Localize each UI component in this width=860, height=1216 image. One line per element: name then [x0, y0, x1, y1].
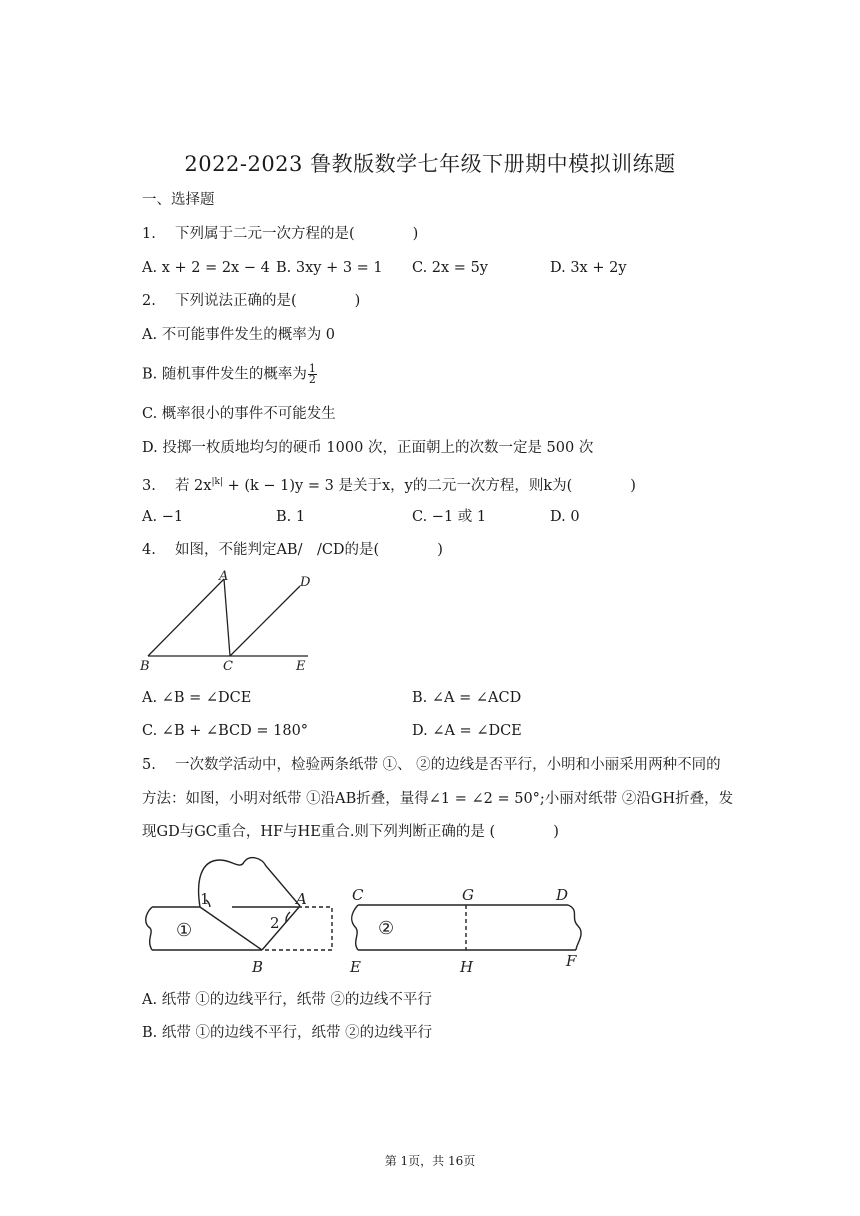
question-2-option-b-text: B. 随机事件发生的概率为: [142, 366, 307, 383]
segment-cd: [230, 586, 300, 656]
question-4-option-c: C. ∠B + ∠BCD = 180°: [142, 723, 309, 739]
label-b: B: [140, 659, 150, 674]
question-1-stem: 1. 下列属于二元一次方程的是( ): [142, 226, 419, 242]
label-a: A: [296, 890, 307, 908]
question-5-option-b: B. 纸带 ①的边线不平行，纸带 ②的边线平行: [142, 1025, 433, 1041]
question-3-option-a: A. −1: [142, 509, 184, 525]
angle-2-label: 2: [270, 914, 280, 932]
segment-ab: [148, 579, 224, 656]
question-5-line-1: 5. 一次数学活动中，检验两条纸带 ①、 ②的边线是否平行，小明和小丽采用两种不同的: [142, 757, 721, 773]
label-f: F: [566, 952, 577, 970]
question-4-option-a: A. ∠B = ∠DCE: [142, 690, 252, 706]
page-title: 2022-2023 鲁教版数学七年级下册期中模拟训练题: [184, 152, 676, 176]
question-2-option-d: D. 投掷一枚质地均匀的硬币 1000 次，正面朝上的次数一定是 500 次: [142, 440, 594, 456]
question-1-option-c: C. 2x = 5y: [412, 260, 488, 276]
strip-2-label: ②: [378, 918, 395, 939]
angle-1-label: 1: [200, 890, 210, 908]
label-h: H: [460, 958, 474, 976]
question-1-option-b: B. 3xy + 3 = 1: [276, 260, 383, 276]
label-g: G: [462, 886, 474, 904]
label-e: E: [350, 958, 361, 976]
question-1-option-d: D. 3x + 2y: [550, 260, 627, 276]
question-2-option-a: A. 不可能事件发生的概率为 0: [142, 327, 336, 343]
question-4-option-b: B. ∠A = ∠ACD: [412, 690, 522, 706]
page-footer: 第 1页，共 16页: [384, 1154, 476, 1168]
label-e: E: [296, 659, 306, 674]
question-5-line-3: 现GD与GC重合，HF与HE重合.则下列判断正确的是 ( ): [142, 824, 559, 840]
question-3-option-c: C. −1 或 1: [412, 509, 487, 525]
segment-ac: [224, 579, 230, 656]
question-4-stem: 4. 如图，不能判定AB/ /CD的是( ): [142, 542, 443, 558]
question-2-option-b: [142, 364, 317, 385]
section-heading: 一、选择题: [142, 192, 215, 208]
label-b: B: [252, 958, 264, 976]
strip-1-label: ①: [176, 920, 193, 941]
question-4-figure: [136, 568, 326, 676]
question-1-option-a: A. x + 2 = 2x − 4: [142, 260, 270, 276]
question-4-option-d: D. ∠A = ∠DCE: [412, 723, 522, 739]
label-d: D: [300, 575, 311, 590]
question-3-stem: 3. 若 $2x^{|k|} + (k - 1)y = 3$ 是关于x，y的二元一次方程，则k为( ): [142, 477, 636, 494]
question-2-stem: 2. 下列说法正确的是( ): [142, 293, 361, 309]
question-2-option-c: C. 概率很小的事件不可能发生: [142, 406, 336, 422]
fraction-one-half: $\frac{1}{2}$: [308, 362, 316, 386]
label-a: A: [219, 569, 229, 584]
question-5-figure: [140, 852, 600, 980]
question-5-option-a: A. 纸带 ①的边线平行，纸带 ②的边线不平行: [142, 992, 432, 1008]
label-c: C: [352, 886, 364, 904]
question-3-option-d: D. 0: [550, 509, 580, 525]
label-d: D: [556, 886, 569, 904]
question-5-line-2: 方法：如图，小明对纸带 ①沿AB折叠，量得∠1 = ∠2 = 50°;小丽对纸带 ②沿GH折叠，发: [142, 791, 734, 807]
label-c: C: [223, 659, 233, 674]
question-3-option-b: B. 1: [276, 509, 306, 525]
